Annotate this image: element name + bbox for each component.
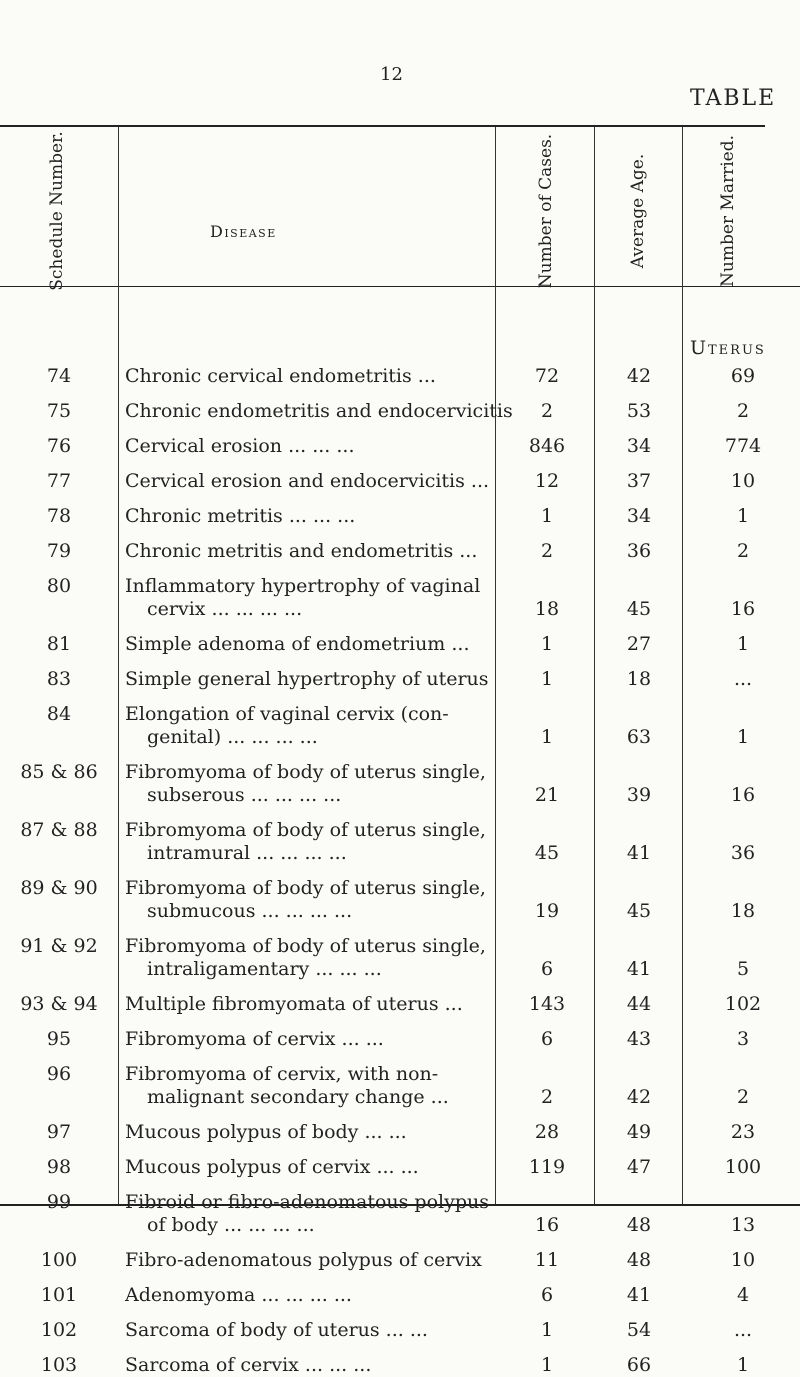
married-cell: 3 <box>736 1028 750 1050</box>
disease-cell <box>125 575 487 621</box>
disease-line: Mucous polypus of cervix ... ... <box>125 1156 419 1178</box>
cases-cell: 12 <box>534 470 560 492</box>
schedule-number-cell: 83 <box>46 668 72 690</box>
disease-cell <box>125 877 487 923</box>
cases-cell: 18 <box>534 598 560 620</box>
cases-cell: 2 <box>540 400 554 422</box>
table-row <box>0 703 800 749</box>
disease-cell <box>125 993 487 1016</box>
married-cell: 1 <box>736 1354 750 1376</box>
table-heading: TABLE <box>690 86 777 111</box>
average-age-cell: 41 <box>626 958 652 980</box>
average-age-cell: 39 <box>626 784 652 806</box>
schedule-number-cell: 96 <box>46 1063 72 1085</box>
table-row <box>0 1284 800 1307</box>
average-age-cell: 54 <box>626 1319 652 1341</box>
table-row <box>0 1249 800 1272</box>
average-age-cell: 43 <box>626 1028 652 1050</box>
disease-line: Fibromyoma of body of uterus single, <box>125 877 486 899</box>
married-cell: 4 <box>736 1284 750 1306</box>
disease-line: Elongation of vaginal cervix (con- <box>125 703 449 725</box>
table-row <box>0 1121 800 1144</box>
table-row <box>0 935 800 981</box>
disease-line: cervix ... ... ... ... <box>147 598 303 620</box>
average-age-cell: 34 <box>626 435 652 457</box>
cases-cell: 6 <box>540 1284 554 1306</box>
schedule-number-cell: 91 & 92 <box>20 935 98 957</box>
cases-cell: 2 <box>540 540 554 562</box>
schedule-number-cell: 100 <box>40 1249 78 1271</box>
average-age-cell: 48 <box>626 1214 652 1236</box>
disease-cell <box>125 1156 487 1179</box>
married-cell: 69 <box>730 365 756 387</box>
married-cell: 23 <box>730 1121 756 1143</box>
married-cell: 102 <box>724 993 762 1015</box>
disease-line: Simple adenoma of endometrium ... <box>125 633 470 655</box>
disease-line: subserous ... ... ... ... <box>147 784 342 806</box>
disease-line: Fibromyoma of body of uterus single, <box>125 761 486 783</box>
disease-line: Chronic cervical endometritis ... <box>125 365 436 387</box>
disease-cell <box>125 400 513 423</box>
schedule-number-cell: 78 <box>46 505 72 527</box>
disease-line: malignant secondary change ... <box>147 1086 449 1108</box>
schedule-number-cell: 101 <box>40 1284 78 1306</box>
cases-cell: 21 <box>534 784 560 806</box>
married-cell: ... <box>733 668 753 690</box>
disease-cell <box>125 540 487 563</box>
married-cell: 2 <box>736 540 750 562</box>
table-row <box>0 400 800 423</box>
average-age-cell: 36 <box>626 540 652 562</box>
header-number-of-cases: Number of Cases. <box>536 133 556 289</box>
disease-cell <box>125 819 487 865</box>
average-age-cell: 45 <box>626 598 652 620</box>
disease-cell <box>125 1121 487 1144</box>
disease-line: Chronic metritis ... ... ... <box>125 505 356 527</box>
disease-cell <box>125 1028 487 1051</box>
disease-cell <box>125 761 487 807</box>
disease-cell <box>125 435 487 458</box>
average-age-cell: 45 <box>626 900 652 922</box>
schedule-number-cell: 76 <box>46 435 72 457</box>
cases-cell: 11 <box>534 1249 560 1271</box>
table-row <box>0 505 800 528</box>
average-age-cell: 34 <box>626 505 652 527</box>
disease-line: intraligamentary ... ... ... <box>147 958 382 980</box>
married-cell: 13 <box>730 1214 756 1236</box>
table-row <box>0 575 800 621</box>
disease-line: Cervical erosion ... ... ... <box>125 435 355 457</box>
married-cell: 16 <box>730 598 756 620</box>
disease-cell <box>125 1249 487 1272</box>
disease-line: Multiple fibromyomata of uterus ... <box>125 993 463 1015</box>
average-age-cell: 42 <box>626 1086 652 1108</box>
table-row <box>0 761 800 807</box>
schedule-number-cell: 80 <box>46 575 72 597</box>
married-cell: 18 <box>730 900 756 922</box>
schedule-number-cell: 84 <box>46 703 72 725</box>
married-cell: 36 <box>730 842 756 864</box>
top-rule <box>0 125 765 127</box>
average-age-cell: 49 <box>626 1121 652 1143</box>
married-cell: 10 <box>730 470 756 492</box>
cases-cell: 28 <box>534 1121 560 1143</box>
table-row <box>0 1063 800 1109</box>
schedule-number-cell: 93 & 94 <box>20 993 98 1015</box>
cases-cell: 1 <box>540 668 554 690</box>
married-cell: 774 <box>724 435 762 457</box>
disease-line: Fibro-adenomatous polypus of cervix <box>125 1249 482 1271</box>
average-age-cell: 27 <box>626 633 652 655</box>
average-age-cell: 44 <box>626 993 652 1015</box>
cases-cell: 19 <box>534 900 560 922</box>
disease-line: genital) ... ... ... ... <box>147 726 318 748</box>
disease-line: Inflammatory hypertrophy of vaginal <box>125 575 481 597</box>
disease-line: Fibromyoma of body of uterus single, <box>125 819 486 841</box>
schedule-number-cell: 85 & 86 <box>20 761 98 783</box>
table-row <box>0 877 800 923</box>
disease-line: Sarcoma of body of uterus ... ... <box>125 1319 428 1341</box>
header-rule <box>0 286 800 287</box>
average-age-cell: 41 <box>626 842 652 864</box>
disease-cell <box>125 633 487 656</box>
average-age-cell: 41 <box>626 1284 652 1306</box>
cases-cell: 6 <box>540 1028 554 1050</box>
disease-line: Fibromyoma of cervix, with non- <box>125 1063 439 1085</box>
section-label: Uterus <box>690 337 766 359</box>
schedule-number-cell: 87 & 88 <box>20 819 98 841</box>
schedule-number-cell: 74 <box>46 365 72 387</box>
average-age-cell: 66 <box>626 1354 652 1376</box>
header-schedule-number: Schedule Number. <box>47 131 67 291</box>
cases-cell: 1 <box>540 1354 554 1376</box>
cases-cell: 45 <box>534 842 560 864</box>
disease-cell <box>125 1354 487 1377</box>
table-row <box>0 1191 800 1237</box>
schedule-number-cell: 99 <box>46 1191 72 1213</box>
table-row <box>0 1156 800 1179</box>
married-cell: 1 <box>736 505 750 527</box>
schedule-number-cell: 89 & 90 <box>20 877 98 899</box>
schedule-number-cell: 95 <box>46 1028 72 1050</box>
cases-cell: 143 <box>528 993 566 1015</box>
table-row <box>0 435 800 458</box>
schedule-number-cell: 103 <box>40 1354 78 1376</box>
table-row <box>0 365 800 388</box>
disease-line: Mucous polypus of body ... ... <box>125 1121 407 1143</box>
disease-line: intramural ... ... ... ... <box>147 842 347 864</box>
table-row <box>0 1354 800 1377</box>
married-cell: ... <box>733 1319 753 1341</box>
disease-cell <box>125 668 487 691</box>
disease-cell <box>125 470 490 493</box>
schedule-number-cell: 81 <box>46 633 72 655</box>
header-disease: Disease <box>210 222 277 241</box>
married-cell: 2 <box>736 400 750 422</box>
schedule-number-cell: 102 <box>40 1319 78 1341</box>
header-average-age: Average Age. <box>628 153 648 269</box>
page-number: 12 <box>380 64 403 85</box>
header-number-married: Number Married. <box>718 135 738 287</box>
cases-cell: 1 <box>540 726 554 748</box>
table-row <box>0 540 800 563</box>
cases-cell: 1 <box>540 505 554 527</box>
cases-cell: 1 <box>540 633 554 655</box>
disease-line: Fibromyoma of cervix ... ... <box>125 1028 384 1050</box>
disease-line: Chronic endometritis and endocervicitis <box>125 400 513 422</box>
married-cell: 2 <box>736 1086 750 1108</box>
schedule-number-cell: 97 <box>46 1121 72 1143</box>
married-cell: 16 <box>730 784 756 806</box>
disease-line: Fibroid or fibro-adenomatous polypus <box>125 1191 489 1213</box>
schedule-number-cell: 79 <box>46 540 72 562</box>
average-age-cell: 37 <box>626 470 652 492</box>
schedule-number-cell: 75 <box>46 400 72 422</box>
table-row <box>0 993 800 1016</box>
disease-line: of body ... ... ... ... <box>147 1214 315 1236</box>
married-cell: 1 <box>736 726 750 748</box>
schedule-number-cell: 77 <box>46 470 72 492</box>
average-age-cell: 48 <box>626 1249 652 1271</box>
cases-cell: 2 <box>540 1086 554 1108</box>
disease-cell <box>125 365 487 388</box>
cases-cell: 846 <box>528 435 566 457</box>
disease-line: Simple general hypertrophy of uterus <box>125 668 489 690</box>
table-row <box>0 819 800 865</box>
average-age-cell: 53 <box>626 400 652 422</box>
average-age-cell: 18 <box>626 668 652 690</box>
table-row <box>0 470 800 493</box>
cases-cell: 1 <box>540 1319 554 1341</box>
disease-cell <box>125 1284 487 1307</box>
disease-cell <box>125 703 487 749</box>
cases-cell: 16 <box>534 1214 560 1236</box>
disease-cell <box>125 1063 487 1109</box>
disease-cell <box>125 1319 487 1342</box>
table-row <box>0 1028 800 1051</box>
table-row <box>0 1319 800 1342</box>
disease-cell <box>125 1191 487 1237</box>
average-age-cell: 42 <box>626 365 652 387</box>
disease-cell <box>125 505 487 528</box>
disease-line: Fibromyoma of body of uterus single, <box>125 935 486 957</box>
cases-cell: 6 <box>540 958 554 980</box>
table-row <box>0 633 800 656</box>
disease-line: Chronic metritis and endometritis ... <box>125 540 478 562</box>
cases-cell: 72 <box>534 365 560 387</box>
disease-line: submucous ... ... ... ... <box>147 900 353 922</box>
average-age-cell: 47 <box>626 1156 652 1178</box>
table-row <box>0 668 800 691</box>
average-age-cell: 63 <box>626 726 652 748</box>
schedule-number-cell: 98 <box>46 1156 72 1178</box>
disease-cell <box>125 935 487 981</box>
disease-line: Cervical erosion and endocervicitis ... <box>125 470 490 492</box>
married-cell: 10 <box>730 1249 756 1271</box>
disease-line: Adenomyoma ... ... ... ... <box>125 1284 352 1306</box>
cases-cell: 119 <box>528 1156 566 1178</box>
married-cell: 1 <box>736 633 750 655</box>
married-cell: 100 <box>724 1156 762 1178</box>
married-cell: 5 <box>736 958 750 980</box>
disease-line: Sarcoma of cervix ... ... ... <box>125 1354 372 1376</box>
